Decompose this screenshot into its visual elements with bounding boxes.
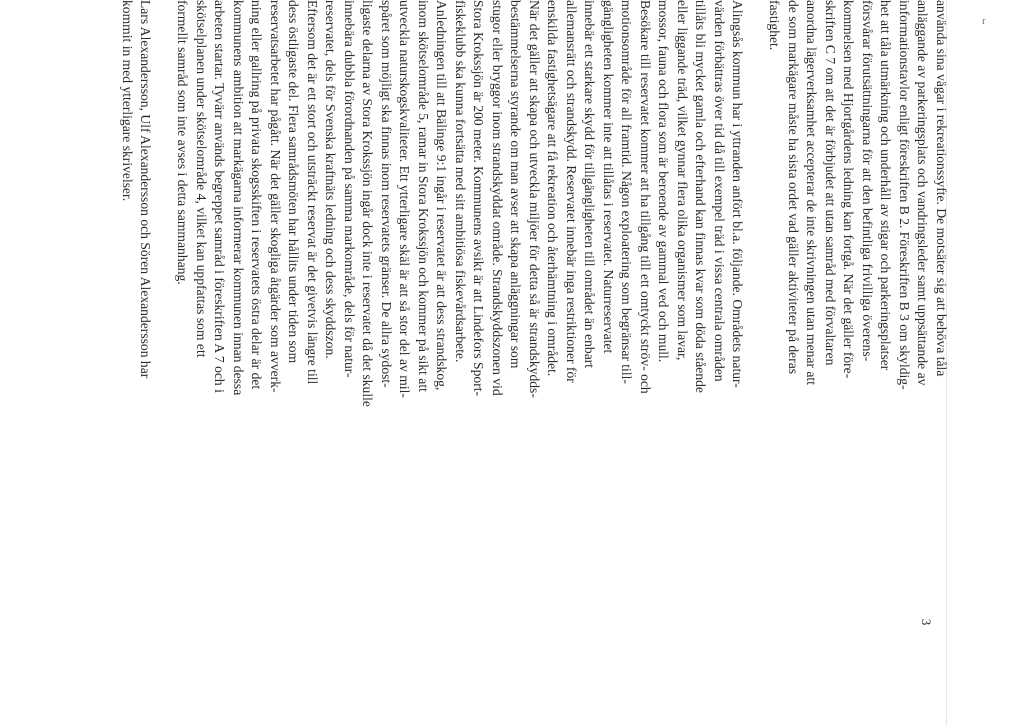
text-line: inom skötselområde 5, ramar in Stora Krokssjön och kommer på sikt att (416, 0, 431, 392)
text-line: Lars Alexandersson, Ulf Alexandersson och Sören Alexandersson har (138, 0, 154, 379)
paragraph-signature (118, 0, 155, 590)
text-line: eller liggande träd, vilket gynnar flera olika organismer som lavar, (675, 0, 690, 361)
text-line: spåret som möjligt ska finnas inom reservatets gränser. De allra sydost- (379, 0, 394, 388)
text-line: bestämmelserna styrande om man avser att skapa anläggningar som (508, 0, 524, 369)
text-line: allemansrätt och strandskydd. Reservatet innebär inga restriktioner för (564, 0, 579, 383)
text-line: värden förbättras över tid då till exempel träd i vissa centrala områden (712, 0, 727, 382)
text-line: anordna lägerverksamhet accepterar de inte skrivningen utan menar att (804, 0, 820, 385)
text-line: Eftersom det är ett stort och utsträckt reservat är det givetvis längre till (305, 0, 320, 385)
text-line: informationstavlor enligt föreskriften B 2. Föreskriften B 3 om skyldig- (897, 0, 912, 390)
text-line: het att tåla utmärkning och underhåll av stigar och parkeringsplatser (878, 0, 894, 371)
text-line: När det gäller att skapa och utveckla miljöer för detta så är strandskydds- (527, 0, 542, 398)
page-number: 3 (919, 618, 934, 626)
paragraph-municipality (173, 0, 747, 590)
text-line: innebär ett starkare skydd för tillgängligheten till området än enbart (582, 0, 598, 369)
text-line: Alingsås kommun har i yttranden anfört bl.a. följande. Områdets natur- (730, 0, 746, 388)
text-line: använda sina vägar i rekreationssyfte. De motsäter sig att behöva tåla (934, 0, 949, 377)
text-line: enskilda fastighetsägare att få rekreation och återhämtning i området. (545, 0, 561, 377)
text-line: utveckla naturskogskvaliteter. Ett ytterligare skäl är att så stor del av mil- (397, 0, 413, 398)
text-line: Stora Krokssjön är 200 meter. Kommunens avsikt är att Lindefors Sport- (471, 0, 487, 397)
text-line: ning eller gallring på privata skogsskiften i reservatets östra delar är det (249, 0, 265, 390)
text-line: fiskeklubb ska kunna fortsätta med sitt ambitiösa fiskevårdsarbete. (453, 0, 468, 363)
text-line: kommelsen med Hjortgårdens ledning kan fortgå. När det gäller före- (841, 0, 857, 379)
text-line: reservatet, dels för Svenska kraftnäts ledning och dess skyddszon. (323, 0, 339, 359)
text-line: dess östligaste del. Flera samrådsmöten har hållits under tiden som (286, 0, 302, 364)
text-line: anläggande av parkeringsplats och vandringsleder samt uppsättande av (915, 0, 931, 386)
text-line: tillåts bli mycket gamla och efterhand kan finnas kvar som döda stående (693, 0, 709, 393)
text-line: mossor, fauna och flora som är beroende av gammal ved och mull. (656, 0, 672, 363)
text-line: motionsområde för all framtid. Någon exploatering som begränsar till- (619, 0, 635, 384)
text-line: stugor eller bryggor inom strandskyddat område. Strandskyddszonen vid (490, 0, 505, 396)
text-line: innebära dubbla förordnanden på samma markområde, dels för natur- (342, 0, 357, 378)
text-line: fastighet. (767, 0, 783, 51)
text-line: de som markägare måste ha sista ordet vad gäller aktiviteter på deras (786, 0, 801, 375)
document-text-block (120, 0, 950, 590)
text-line: skötselplanen under skötselområde 4, vilket kan uppfattas som ett (194, 0, 209, 358)
text-line: formellt samråd som inte avses i detta sammanhang. (175, 0, 191, 285)
text-line: Besökare till reservatet kommer att ha tillgång till ett omtyckt ströv- och (638, 0, 653, 394)
text-line: kommit in med ytterligare skrivelser. (120, 0, 135, 202)
text-line: försvårar förutsättningarna för att den befintliga frivilliga överens- (860, 0, 875, 362)
text-line: skriften C 7 om att det är förbjudet att utan samråd med förvaltaren (823, 0, 838, 366)
paragraph-landowners (765, 0, 950, 590)
text-line: arbeten startar. Tyvärr används begreppet samråd i föreskriften A 7 och i (212, 0, 228, 393)
text-line: Anledningen till att Bälinge 9:1 ingår i reservatet är att dess strandskog, (434, 0, 450, 391)
text-line: kommunens ambition att markägarna informerar kommunen innan dessa (231, 0, 246, 396)
text-line: gängligheten kommer inte att tillåtas i reservatet. Naturreservatet (601, 0, 616, 354)
text-line: reservatsarbetet har pågått. När det gäller skogliga åtgärder som avverk- (268, 0, 283, 393)
scan-mark: r (982, 15, 986, 27)
text-line: ligaste delarna av Stora Krokssjön ingår dock inte i reservatet då det skulle (360, 0, 376, 407)
